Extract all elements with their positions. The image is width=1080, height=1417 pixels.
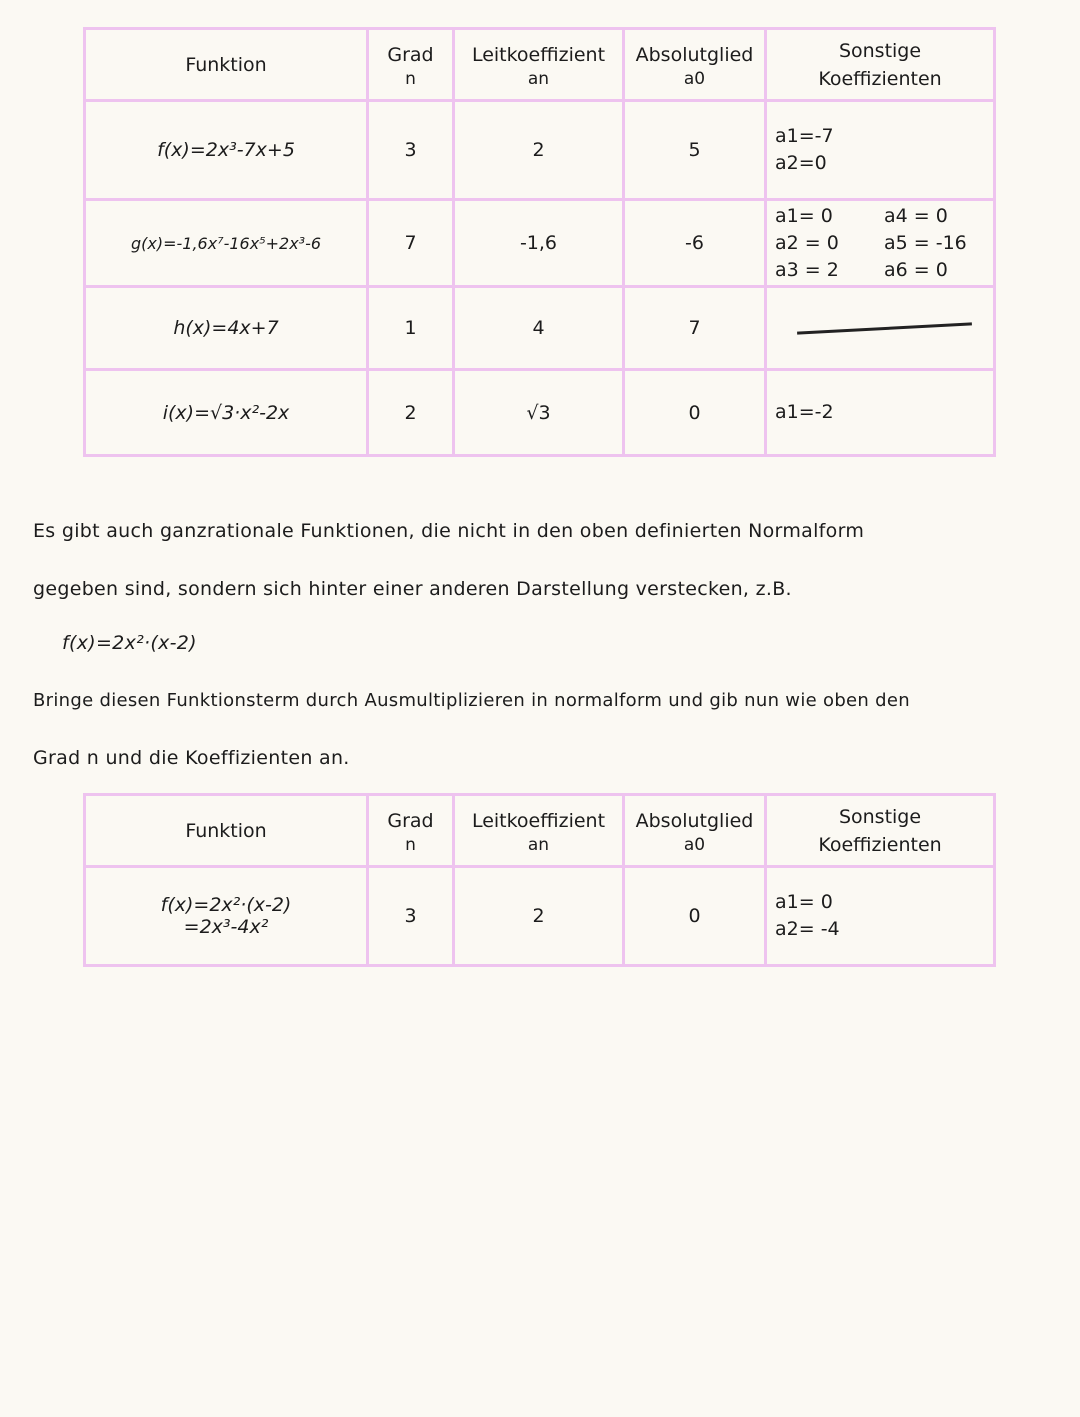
coef-value: a1= 0 (775, 891, 833, 913)
header-sonstige: Sonstige Koeffizienten (766, 795, 995, 867)
coef-value: a4 = 0 (884, 204, 948, 227)
function-line-2: =2x³-4x² (183, 916, 269, 938)
paragraph-line-3: Bringe diesen Funktionsterm durch Ausmultiplizieren in normalform und gib nun wie oben den (33, 690, 910, 711)
abs-cell: 0 (624, 370, 766, 456)
function-line-1: f(x)=2x²·(x-2) (160, 894, 292, 916)
grad-cell: 7 (368, 200, 454, 287)
leit-cell: 2 (454, 101, 624, 200)
header-sonstige: Sonstige Koeffizienten (766, 29, 995, 101)
header-absolutglied: Absolutglied a0 (624, 795, 766, 867)
header-leitkoeffizient: Leitkoeffizient an (454, 29, 624, 101)
leit-cell: -1,6 (454, 200, 624, 287)
abs-cell: -6 (624, 200, 766, 287)
header-funktion: Funktion (85, 795, 368, 867)
sonstige-cell (766, 370, 995, 456)
sonstige-cell (766, 867, 995, 966)
abs-cell: 0 (624, 867, 766, 966)
header-leitkoeffizient: Leitkoeffizient an (454, 795, 624, 867)
strikethrough-line (797, 322, 972, 334)
sonstige-cell (766, 200, 995, 287)
table-header-row (85, 29, 995, 101)
table-header-row (85, 795, 995, 867)
leit-cell: 4 (454, 287, 624, 370)
abs-cell: 5 (624, 101, 766, 200)
coef-value: a2 = 0 (775, 231, 839, 254)
header-grad: Grad n (368, 29, 454, 101)
function-cell (85, 867, 368, 966)
coef-value: a2=0 (775, 152, 827, 174)
table-row (85, 867, 995, 966)
paragraph-line-1: Es gibt auch ganzrationale Funktionen, die nicht in den oben definierten Normalform (33, 520, 865, 542)
abs-cell: 7 (624, 287, 766, 370)
table-row (85, 101, 995, 200)
table-row (85, 287, 995, 370)
coef-value: a2= -4 (775, 918, 840, 940)
header-funktion: Funktion (85, 29, 368, 101)
paragraph-line-4: Grad n und die Koeffizienten an. (33, 747, 350, 769)
function-cell: g(x)=-1,6x⁷-16x⁵+2x³-6 (85, 200, 368, 287)
sonstige-cell-empty (766, 287, 995, 370)
grad-cell: 3 (368, 101, 454, 200)
function-cell: i(x)=√3·x²-2x (85, 370, 368, 456)
coef-value: a1=-2 (775, 401, 834, 423)
coefficient-table-2 (83, 793, 996, 967)
header-grad: Grad n (368, 795, 454, 867)
sonstige-cell (766, 101, 995, 200)
coef-value: a6 = 0 (884, 258, 948, 281)
grad-cell: 1 (368, 287, 454, 370)
grad-cell: 2 (368, 370, 454, 456)
function-cell: h(x)=4x+7 (85, 287, 368, 370)
grad-cell: 3 (368, 867, 454, 966)
coefficient-table-1 (83, 27, 996, 457)
paragraph-line-2: gegeben sind, sondern sich hinter einer anderen Darstellung verstecken, z.B. (33, 578, 792, 600)
coef-value: a5 = -16 (884, 231, 967, 254)
function-cell: f(x)=2x³-7x+5 (85, 101, 368, 200)
header-absolutglied: Absolutglied a0 (624, 29, 766, 101)
table-row (85, 200, 995, 287)
coef-value: a1=-7 (775, 125, 834, 147)
leit-cell: √3 (454, 370, 624, 456)
table-row (85, 370, 995, 456)
coef-value: a1= 0 (775, 204, 833, 227)
coef-value: a3 = 2 (775, 258, 839, 281)
example-function: f(x)=2x²·(x-2) (62, 632, 197, 654)
leit-cell: 2 (454, 867, 624, 966)
